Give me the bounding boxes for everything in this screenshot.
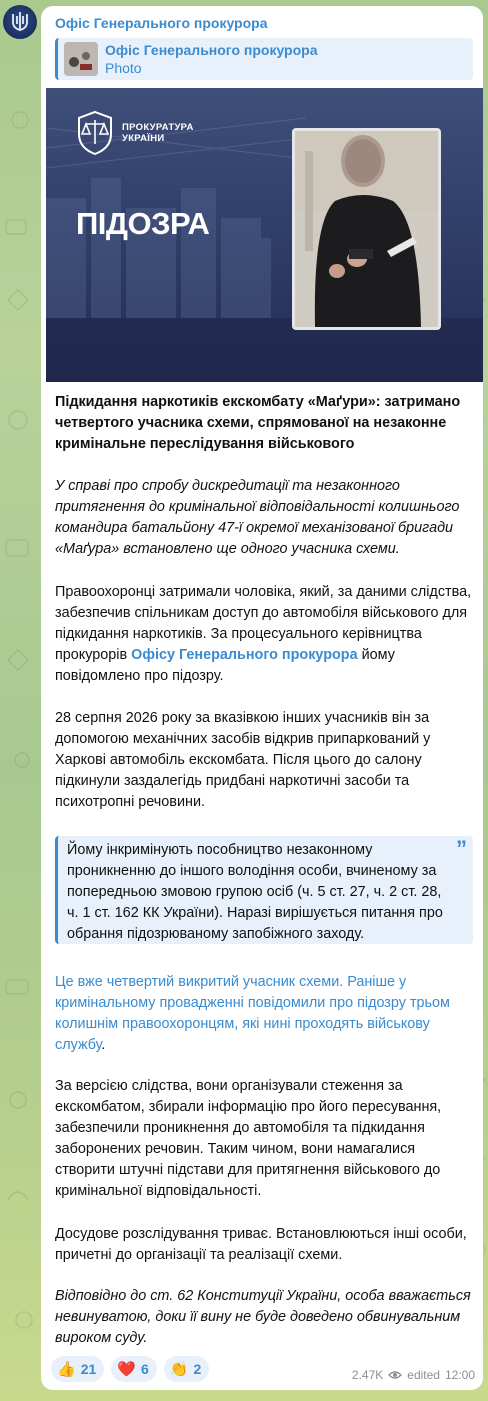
clap-icon: 👏 bbox=[169, 1360, 189, 1378]
reaction-count: 21 bbox=[80, 1361, 97, 1377]
blockquote bbox=[55, 836, 473, 944]
quote-text: Йому інкримінують пособництво незаконному проникненню до іншого володіння особи, вчиненому за попередньою змовою групою осіб (ч. 5 ст. 27, ч. 2 ст. 28, ч. 1 ст. 162 КК України). Наразі вирішується питання про обрання підозрюваному запобіжного заходу. bbox=[67, 842, 443, 942]
reaction-count: 6 bbox=[140, 1361, 149, 1377]
edited-label: edited bbox=[407, 1368, 440, 1382]
reaction-clap[interactable] bbox=[164, 1356, 209, 1382]
reaction-count: 2 bbox=[193, 1361, 202, 1377]
logo-line-1: ПРОКУРАТУРА bbox=[122, 122, 194, 133]
p1-text-before: Правоохоронці затримали чоловіка, який, за даними слідства, забезпечив спільникам доступ до автомобіля військового для підкидання наркотиків. За процесуального керівництва прокурорів bbox=[55, 584, 472, 663]
previous-suspects-link[interactable]: Це вже четвертий викритий учасник схеми. Раніше у кримінальному провадженні повідомили про підозру трьом колишнім правоохоронцям, які нині проходять військову службу bbox=[55, 974, 450, 1053]
message-bubble bbox=[41, 6, 483, 1390]
post-paragraph-3 bbox=[55, 972, 475, 1056]
reply-title: Офіс Генерального прокурора bbox=[105, 42, 318, 58]
heart-icon: ❤️ bbox=[117, 1360, 136, 1378]
post-title: Підкидання наркотиків екскомбату «Маґури»: затримано четвертого учасника схеми, спрямованої на незаконне кримінальне переслідування військового bbox=[55, 394, 461, 452]
view-count: 2.47K bbox=[351, 1368, 384, 1382]
post-photo[interactable] bbox=[46, 88, 483, 382]
sender-name[interactable]: Офіс Генерального прокурора bbox=[55, 15, 268, 31]
reaction-thumbs-up[interactable] bbox=[51, 1356, 104, 1382]
quote-mark-icon: ” bbox=[456, 836, 467, 861]
eye-icon bbox=[388, 1370, 402, 1380]
post-intro: У справі про спробу дискредитації та незаконного притягнення до кримінальної відповідальності колишнього командира батальйону 47-ї окремої механізованої бригади «Маґура» встановлено ще одного учасника схеми. bbox=[55, 478, 460, 557]
post-paragraph-1 bbox=[55, 582, 475, 687]
p3-end: . bbox=[101, 1037, 106, 1053]
reply-thumbnail bbox=[64, 42, 98, 76]
reactions-bar bbox=[51, 1356, 209, 1382]
prosecutor-logo bbox=[76, 110, 194, 156]
post-paragraph-5: Досудове розслідування триває. Встановлюються інші особи, причетні до організації та реалізації схеми. bbox=[55, 1226, 467, 1263]
thumbs-up-icon: 👍 bbox=[57, 1360, 76, 1378]
channel-avatar[interactable] bbox=[3, 5, 37, 39]
message-time: 12:00 bbox=[444, 1368, 475, 1382]
reaction-heart[interactable] bbox=[111, 1356, 156, 1382]
photo-headline: ПІДОЗРА bbox=[76, 206, 210, 241]
logo-line-2: УКРАЇНИ bbox=[122, 133, 165, 144]
message-meta bbox=[352, 1368, 475, 1382]
reply-preview[interactable] bbox=[55, 38, 473, 80]
prosecutor-emblem-icon bbox=[76, 110, 114, 156]
suspect-photo bbox=[292, 128, 441, 330]
reply-subtitle: Photo bbox=[105, 60, 142, 76]
post-paragraph-2: 28 серпня 2026 року за вказівкою інших учасників він за допомогою механічних засобів відкрив припаркований у Харкові автомобіль екскомбата. Після цього до салону підкинули заздалегідь придбані наркотичні засоби та психотропні речовини. bbox=[55, 710, 431, 810]
p1-text-after: йому повідомлено про підозру. bbox=[55, 647, 395, 684]
trident-emblem-icon bbox=[9, 10, 31, 34]
ogp-link[interactable]: Офісу Генерального прокурора bbox=[131, 647, 358, 663]
post-paragraph-4: За версією слідства, вони організували стеження за екскомбатом, збирали інформацію про його пересування, забезпечили проникнення до автомобіля та підкидання заборонених речовин. Таким чином, вони намагалися створити штучні підстави для притягнення військового до кримінальної відповідальності. bbox=[55, 1078, 442, 1199]
post-disclaimer: Відповідно до ст. 62 Конституції України, особа вважається невинуватою, доки її вину не буде доведено обвинувальним вироком суду. bbox=[55, 1288, 471, 1346]
